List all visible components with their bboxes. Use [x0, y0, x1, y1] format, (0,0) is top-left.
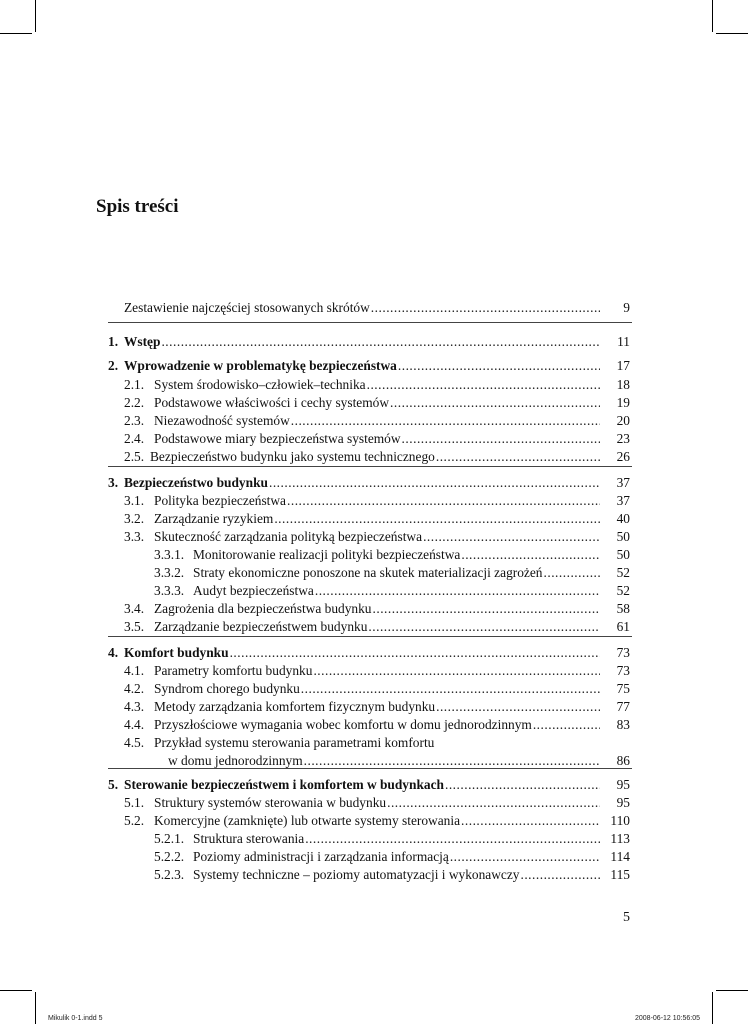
toc-entry[interactable]: [0, 716, 748, 734]
page-number: 5: [623, 910, 630, 925]
toc-entry[interactable]: [0, 582, 748, 600]
toc-dot-leader: [519, 866, 600, 884]
toc-entry-number: 3.2.: [124, 511, 145, 526]
toc-page-number: 73: [616, 663, 630, 678]
toc-dot-leader: [160, 333, 600, 351]
toc-page-number: 115: [610, 867, 630, 882]
toc-entry-number: 1.: [108, 334, 119, 349]
toc-entry-number: 2.: [108, 358, 119, 373]
toc-dot-leader: [386, 794, 600, 812]
toc-page-number: 18: [616, 377, 630, 392]
toc-dot-leader: [422, 528, 600, 546]
toc-entry[interactable]: [0, 866, 748, 884]
toc-dot-leader: [273, 510, 600, 528]
toc-entry-title: Syndrom chorego budynku: [154, 681, 300, 696]
toc-page-number: 11: [617, 334, 630, 349]
toc-dot-leader: [304, 830, 600, 848]
toc-page-number: 23: [616, 431, 630, 446]
toc-dot-leader: [303, 752, 600, 770]
toc-entry-title: Zarządzanie bezpieczeństwem budynku: [154, 619, 368, 634]
footer-timestamp: 2008-06-12 10:56:05: [635, 1015, 700, 1022]
toc-entry-number: 4.5.: [124, 735, 145, 750]
toc-dot-leader: [460, 546, 600, 564]
toc-entry-title: Zestawienie najczęściej stosowanych skrótów: [124, 300, 370, 315]
toc-entry-number: 2.2.: [124, 395, 145, 410]
toc-entry[interactable]: [0, 644, 748, 662]
crop-mark: [716, 990, 748, 991]
page-title: Spis treści: [96, 196, 179, 217]
toc-entry-number: 3.: [108, 475, 119, 490]
toc-page-number: 19: [616, 395, 630, 410]
crop-mark: [712, 0, 713, 32]
toc-entry-title: Sterowanie bezpieczeństwem i komfortem w budynkach: [124, 777, 444, 792]
toc-dot-leader: [367, 618, 600, 636]
toc-entry[interactable]: [0, 600, 748, 618]
toc-entry-number: 5.1.: [124, 795, 145, 810]
toc-entry[interactable]: [0, 412, 748, 430]
toc-entry-number: 5.: [108, 777, 119, 792]
toc-entry-title: Podstawowe właściwości i cechy systemów: [154, 395, 390, 410]
toc-page-number: 113: [610, 831, 630, 846]
toc-divider: [108, 636, 632, 637]
toc-entry[interactable]: [0, 680, 748, 698]
toc-page-number: 9: [623, 300, 630, 315]
toc-dot-leader: [366, 376, 600, 394]
toc-entry-title: Polityka bezpieczeństwa: [154, 493, 286, 508]
toc-divider: [108, 466, 632, 467]
crop-mark: [0, 990, 32, 991]
toc-entry-number: 5.2.: [124, 813, 145, 828]
toc-entry-title: Struktury systemów sterowania w budynku: [154, 795, 387, 810]
toc-dot-leader: [435, 698, 600, 716]
toc-page-number: 37: [616, 493, 630, 508]
toc-dot-leader: [532, 716, 600, 734]
footer-file-name: Mikulik 0-1.indd 5: [48, 1015, 103, 1022]
toc-entry-number: 4.1.: [124, 663, 145, 678]
crop-mark: [716, 33, 748, 34]
crop-mark: [35, 992, 36, 1024]
toc-dot-leader: [312, 662, 600, 680]
toc-entry-title: Bezpieczeństwo budynku jako systemu technicznego: [150, 449, 435, 464]
toc-entry[interactable]: [0, 448, 748, 466]
toc-dot-leader: [286, 492, 600, 510]
toc-entry-number: 4.2.: [124, 681, 145, 696]
toc-dot-leader: [444, 776, 600, 794]
toc-entry-title: Zarządzanie ryzykiem: [154, 511, 274, 526]
toc-entry-number: 3.5.: [124, 619, 145, 634]
toc-entry-title: System środowisko–człowiek–technika: [154, 377, 366, 392]
toc-entry[interactable]: [0, 394, 748, 412]
toc-entry-number: 5.2.2.: [154, 849, 185, 864]
toc-entry[interactable]: [0, 794, 748, 812]
toc-entry-title: Systemy techniczne – poziomy automatyzacji i wykonawczy: [193, 867, 520, 882]
toc-dot-leader: [401, 430, 600, 448]
toc-entry-title: Niezawodność systemów: [154, 413, 290, 428]
toc-entry-number: 3.3.1.: [154, 547, 185, 562]
toc-dot-leader: [314, 582, 600, 600]
crop-mark: [0, 33, 32, 34]
toc-dot-leader: [460, 812, 600, 830]
toc-entry[interactable]: [0, 357, 748, 375]
toc-entry-number: 2.4.: [124, 431, 145, 446]
toc-page-number: 17: [616, 358, 630, 373]
toc-dot-leader: [372, 600, 601, 618]
toc-entry-title: Zagrożenia dla bezpieczeństwa budynku: [154, 601, 372, 616]
toc-dot-leader: [290, 412, 600, 430]
toc-entry-title: Wprowadzenie w problematykę bezpieczeństwa: [124, 358, 397, 373]
toc-entry-title-continuation: w domu jednorodzinnym: [168, 753, 303, 768]
toc-entry[interactable]: [0, 830, 748, 848]
toc-dot-leader: [370, 299, 600, 317]
toc-entry-title: Komercyjne (zamknięte) lub otwarte systemy sterowania: [154, 813, 461, 828]
toc-divider: [108, 322, 632, 323]
toc-entry[interactable]: [0, 492, 748, 510]
toc-entry[interactable]: [0, 528, 748, 546]
toc-entry-title: Komfort budynku: [124, 645, 229, 660]
toc-page-number: 95: [616, 777, 630, 792]
toc-entry[interactable]: [0, 299, 748, 317]
toc-entry[interactable]: [0, 564, 748, 582]
toc-page-number: 73: [616, 645, 630, 660]
toc-entry[interactable]: [0, 698, 748, 716]
toc-entry[interactable]: [0, 734, 748, 768]
crop-mark: [712, 992, 713, 1024]
toc-entry-number: 3.3.3.: [154, 583, 185, 598]
toc-page-number: 37: [616, 475, 630, 490]
toc-entry[interactable]: [0, 662, 748, 680]
toc-entry[interactable]: [0, 546, 748, 564]
toc-page-number: 52: [616, 565, 630, 580]
toc-entry-number: 4.: [108, 645, 119, 660]
toc-page-number: 114: [610, 849, 630, 864]
toc-entry-title: Przykład systemu sterowania parametrami komfortu: [154, 735, 435, 750]
toc-entry[interactable]: [0, 474, 748, 492]
toc-page-number: 86: [616, 753, 630, 768]
toc-entry-title: Metody zarządzania komfortem fizycznym budynku: [154, 699, 436, 714]
toc-entry[interactable]: [0, 376, 748, 394]
toc-entry-title: Struktura sterowania: [193, 831, 305, 846]
toc-entry-title: Audyt bezpieczeństwa: [193, 583, 314, 598]
toc-entry-number: 5.2.3.: [154, 867, 185, 882]
toc-entry-number: 2.3.: [124, 413, 145, 428]
toc-entry-title: Podstawowe miary bezpieczeństwa systemów: [154, 431, 401, 446]
toc-entry[interactable]: [0, 618, 748, 636]
toc-page-number: 61: [616, 619, 630, 634]
toc-entry-number: 5.2.1.: [154, 831, 185, 846]
toc-page-number: 26: [616, 449, 630, 464]
toc-entry[interactable]: [0, 776, 748, 794]
toc-entry-number: 4.4.: [124, 717, 145, 732]
toc-dot-leader: [397, 357, 600, 375]
toc-entry[interactable]: [0, 333, 748, 351]
toc-page-number: 95: [616, 795, 630, 810]
toc-entry-title: Przyszłościowe wymagania wobec komfortu w domu jednorodzinnym: [154, 717, 532, 732]
toc-dot-leader: [435, 448, 600, 466]
toc-entry-title: Straty ekonomiczne ponoszone na skutek materializacji zagrożeń: [193, 565, 543, 580]
toc-dot-leader: [389, 394, 600, 412]
toc-page-number: 77: [616, 699, 630, 714]
toc-entry-number: 3.3.: [124, 529, 145, 544]
toc-entry-title: Wstęp: [124, 334, 161, 349]
toc-entry-title: Monitorowanie realizacji polityki bezpieczeństwa: [193, 547, 461, 562]
toc-page-number: 52: [616, 583, 630, 598]
toc-entry[interactable]: [0, 430, 748, 448]
toc-entry-number: 2.5.: [124, 449, 145, 464]
toc-entry[interactable]: [0, 848, 748, 866]
toc-entry-title: Skuteczność zarządzania polityką bezpieczeństwa: [154, 529, 423, 544]
toc-dot-leader: [543, 564, 600, 582]
toc-page-number: 83: [616, 717, 630, 732]
crop-mark: [35, 0, 36, 32]
toc-dot-leader: [449, 848, 600, 866]
toc-entry-number: 3.3.2.: [154, 565, 185, 580]
toc-entry-title: Poziomy administracji i zarządzania informacją: [193, 849, 449, 864]
toc-entry[interactable]: [0, 510, 748, 528]
toc-dot-leader: [300, 680, 600, 698]
toc-page-number: 50: [616, 547, 630, 562]
toc-page-number: 110: [610, 813, 630, 828]
toc-entry-number: 3.4.: [124, 601, 145, 616]
toc-entry-title: Bezpieczeństwo budynku: [124, 475, 268, 490]
toc-entry-number: 2.1.: [124, 377, 145, 392]
toc-entry-number: 4.3.: [124, 699, 145, 714]
toc-entry-title: Parametry komfortu budynku: [154, 663, 313, 678]
toc-entry[interactable]: [0, 812, 748, 830]
toc-page-number: 75: [616, 681, 630, 696]
toc-dot-leader: [229, 644, 600, 662]
toc-page-number: 20: [616, 413, 630, 428]
toc-page-number: 58: [616, 601, 630, 616]
toc-page-number: 40: [616, 511, 630, 526]
toc-entry-number: 3.1.: [124, 493, 145, 508]
toc-dot-leader: [268, 474, 600, 492]
toc-page-number: 50: [616, 529, 630, 544]
